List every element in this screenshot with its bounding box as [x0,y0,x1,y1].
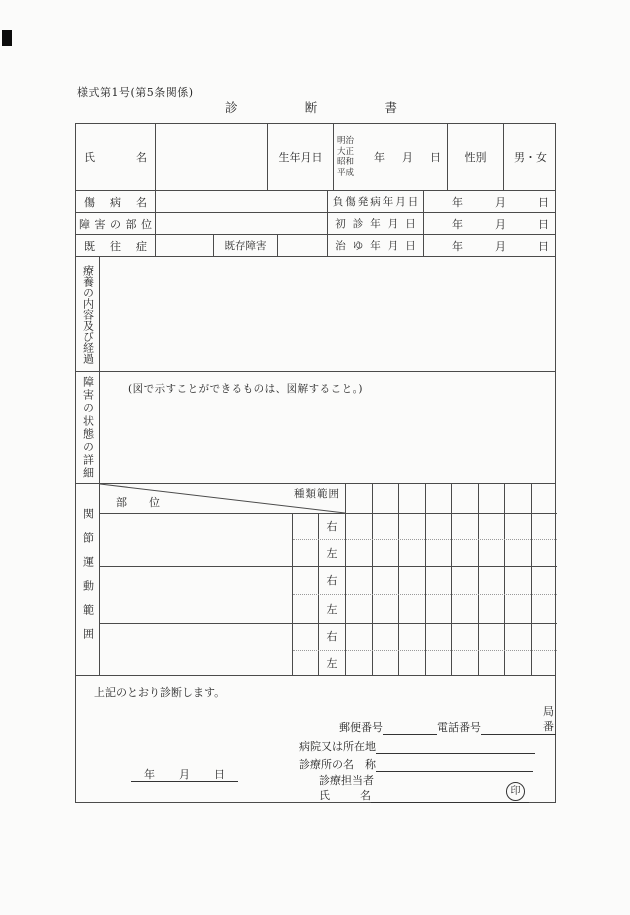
diagnosis-statement: 上記のとおり診断します。 [94,686,226,699]
first-exam-ymd: 年 月 日 [452,217,549,231]
clinic-label: 診療所の名 称 [299,758,376,771]
disability-detail-label-cell [76,372,100,483]
name-value-cell [156,124,268,190]
page-title: 診 断 書 [225,100,397,115]
disability-part-value-cell [156,213,328,234]
left-label: 左 [326,602,338,616]
phone-blank-line [481,722,541,735]
injury-date-value-cell [424,191,557,212]
first-exam-value-cell [424,213,557,234]
joint-row-divider [100,513,557,514]
cure-date-label-cell [328,235,424,256]
clinic-row [299,756,533,772]
doctor-title-label: 診療担当者 [319,774,374,787]
treatment-content-cell [100,257,557,371]
first-exam-label: 初診年月日 [335,218,423,230]
row-name [76,124,555,191]
treatment-label-cell [76,257,100,371]
history-label: 既 往 症 [84,239,147,253]
injury-date-label-cell [328,191,424,212]
section-disability-detail [76,372,555,484]
disability-part-label: 障 害 の 部 位 [79,217,152,231]
joint-header-diagonal-cell [100,484,346,513]
birthdate-label: 生年月日 [278,151,323,164]
sex-value-cell [504,124,557,190]
disability-note: (図で示すことができるものは、図解すること。) [128,383,363,395]
era-heisei: 平成 [337,167,355,178]
injury-date-ymd: 年 月 日 [452,195,549,209]
form-code: 様式第1号(第5条関係) [77,86,194,99]
clinic-blank-line [376,759,533,772]
joint-site-cell [100,513,293,566]
joint-type-label: 種類範囲 [294,488,340,500]
joint-site-cell [100,623,293,676]
row-history [76,235,555,257]
disability-detail-content-cell [100,372,557,483]
joint-site-cell [100,566,293,623]
right-label: 右 [326,520,338,534]
postal-label: 郵便番号 [339,721,383,734]
existing-disability-label: 既存障害 [224,240,267,252]
name-label-cell [76,124,156,190]
section-signature [76,676,555,802]
left-label: 左 [326,656,338,670]
phone-label: 電話番号 [437,721,481,734]
sex-label-cell [448,124,504,190]
disability-part-label-cell [76,213,156,234]
injury-label-cell [76,191,156,212]
right-left-dotted-divider [293,539,557,540]
postal-blank-line [383,722,437,735]
existing-disability-value-cell [278,235,328,256]
joint-label-cell [76,484,100,675]
birthdate-label-cell [268,124,334,190]
joint-row-divider [100,623,557,624]
row-injury [76,191,555,213]
ban-label: 番 [543,720,554,733]
doctor-name-label: 氏 名 [319,789,371,802]
cure-date-label: 治ゆ年月日 [335,240,423,252]
right-left-dotted-divider [293,594,557,595]
era-meiji: 明治 [337,136,355,146]
era-list [337,136,354,178]
first-exam-label-cell [328,213,424,234]
kyoku-label: 局 [543,705,554,718]
existing-disability-label-cell [214,235,278,256]
signature-date-line: 年 月 日 [131,767,238,782]
hospital-label: 病院又は所在地 [299,740,376,753]
right-label: 右 [326,630,338,644]
birthdate-ymd: 年 月 日 [374,151,441,164]
section-treatment [76,257,555,372]
birthdate-era-cell [334,124,448,190]
injury-value-cell [156,191,328,212]
sex-value: 男・女 [514,151,547,164]
diagnosis-table [75,123,556,803]
row-disability-part [76,213,555,235]
doctor-name-row [319,787,529,803]
hospital-blank-line [376,741,535,754]
disability-detail-label: 障害の状態の詳細 [81,375,95,480]
treatment-label: 療養の内容及び経過 [81,264,95,364]
history-value-cell [156,235,214,256]
right-label: 右 [326,574,338,588]
hospital-row [299,738,535,754]
era-taisho: 大正 [337,146,355,157]
right-left-dotted-divider [293,650,557,651]
postal-phone-row [339,704,556,735]
seal-mark: 印 [506,782,525,801]
history-label-cell [76,235,156,256]
kyoku-ban-block [541,704,556,735]
era-showa: 昭和 [337,157,355,167]
section-joint [76,484,555,676]
scan-artifact-mark [2,30,12,46]
joint-label: 関節運動範囲 [81,507,95,652]
joint-row-divider [100,566,557,567]
left-label: 左 [326,546,338,560]
joint-part-label: 部 位 [116,496,160,509]
cure-date-ymd: 年 月 日 [452,239,549,253]
cure-date-value-cell [424,235,557,256]
injury-label: 傷 病 名 [84,195,147,209]
sex-label: 性別 [464,151,487,164]
injury-date-label: 負傷発病年月日 [332,196,421,208]
name-label: 氏 名 [84,151,147,164]
